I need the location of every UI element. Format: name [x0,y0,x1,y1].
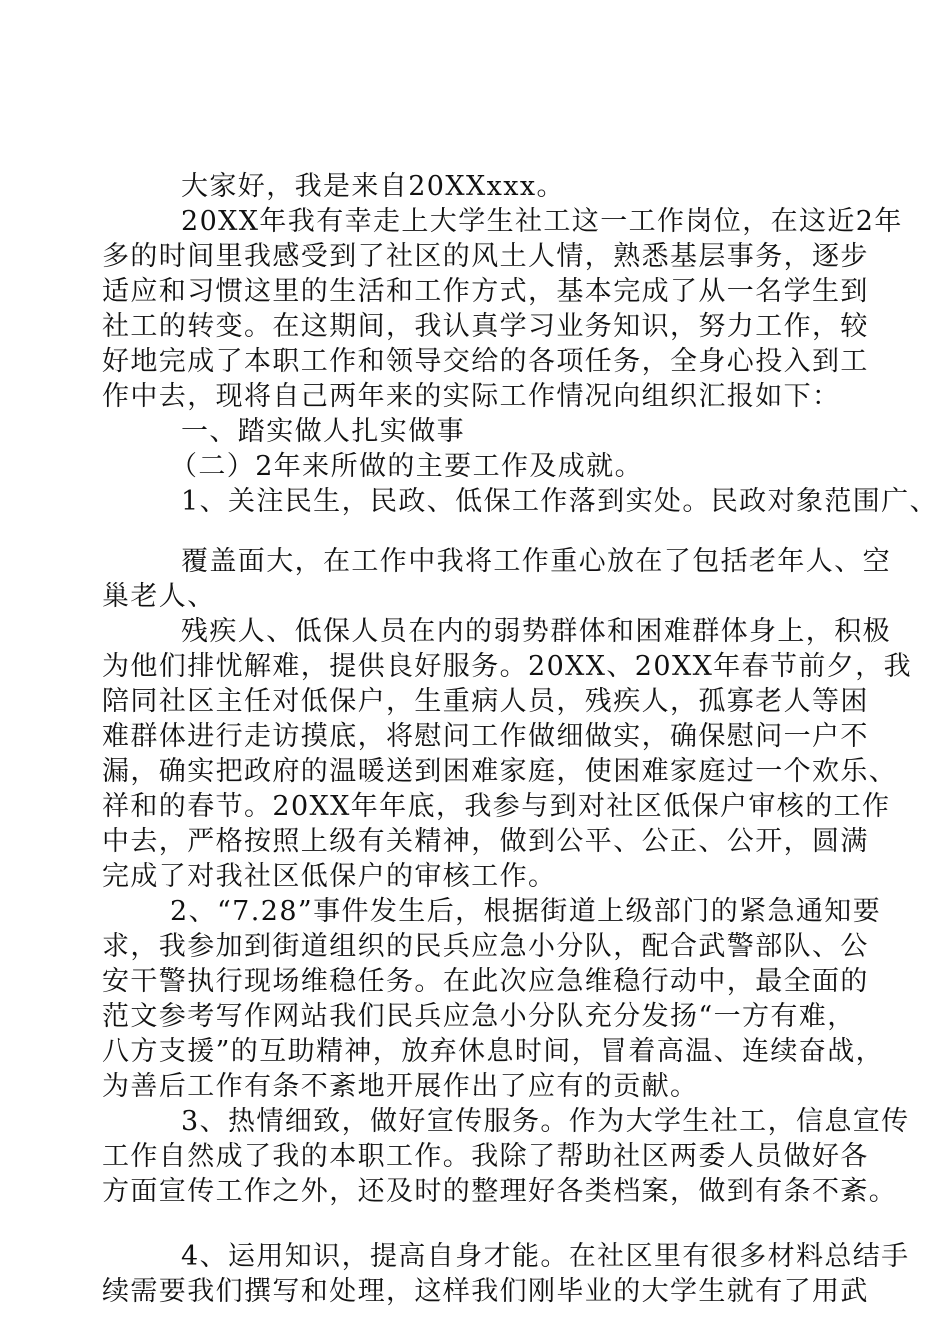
text-line: 续需要我们撰写和处理，这样我们刚毕业的大学生就有了用武 [102,1276,869,1307]
text-line: 适应和习惯这里的生活和工作方式，基本完成了从一名学生到 [102,276,869,307]
text-line: 漏，确实把政府的温暖送到困难家庭，使困难家庭过一个欢乐、 [102,756,898,787]
text-line: 4、运用知识，提高自身才能。在社区里有很多材料总结手 [181,1241,910,1272]
section-heading: 一、踏实做人扎实做事 [181,416,465,447]
text-line: 安干警执行现场维稳任务。在此次应急维稳行动中，最全面的 [102,966,869,997]
text-line: 八方支援”的互助精神，放弃休息时间，冒着高温、连续奋战， [102,1036,885,1067]
text-line: 20XX年我有幸走上大学生社工这一工作岗位，在这近2年 [181,206,903,237]
text-line: 多的时间里我感受到了社区的风土人情，熟悉基层事务，逐步 [102,241,869,272]
text-line: 难群体进行走访摸底，将慰问工作做细做实，确保慰问一户不 [102,721,869,752]
text-line: 好地完成了本职工作和领导交给的各项任务，全身心投入到工 [102,346,869,377]
text-line: 工作自然成了我的本职工作。我除了帮助社区两委人员做好各 [102,1141,869,1172]
text-line: 完成了对我社区低保户的审核工作。 [102,861,557,892]
text-line: 社工的转变。在这期间，我认真学习业务知识，努力工作，较 [102,311,869,342]
text-line: 大家好，我是来自20XXxxx。 [181,171,565,202]
text-line: 1、关注民生，民政、低保工作落到实处。民政对象范围广、 [181,486,938,517]
text-line: 3、热情细致，做好宣传服务。作为大学生社工，信息宣传 [181,1106,910,1137]
text-line: 方面宣传工作之外，还及时的整理好各类档案，做到有条不紊。 [102,1176,898,1207]
subsection-heading: （二）2年来所做的主要工作及成就。 [170,451,643,482]
text-line: 陪同社区主任对低保户，生重病人员，残疾人，孤寡老人等困 [102,686,869,717]
text-line: 范文参考写作网站我们民兵应急小分队充分发扬“一方有难， [102,1001,856,1032]
text-line: 求，我参加到街道组织的民兵应急小分队，配合武警部队、公 [102,931,869,962]
text-line: 作中去，现将自己两年来的实际工作情况向组织汇报如下： [102,381,841,412]
text-line: 中去，严格按照上级有关精神，做到公平、公正、公开，圆满 [102,826,869,857]
text-line: 残疾人、低保人员在内的弱势群体和困难群体身上，积极 [181,616,891,647]
text-line: 覆盖面大，在工作中我将工作重心放在了包括老年人、空 [181,546,891,577]
text-line: 祥和的春节。20XX年年底，我参与到对社区低保户审核的工作 [102,791,891,822]
text-line: 为他们排忧解难，提供良好服务。20XX、20XX年春节前夕，我 [102,651,912,682]
text-line: 为善后工作有条不紊地开展作出了应有的贡献。 [102,1071,699,1102]
text-line: 2、“7.28”事件发生后，根据街道上级部门的紧急通知要 [170,896,882,927]
text-line: 巢老人、 [102,581,216,612]
